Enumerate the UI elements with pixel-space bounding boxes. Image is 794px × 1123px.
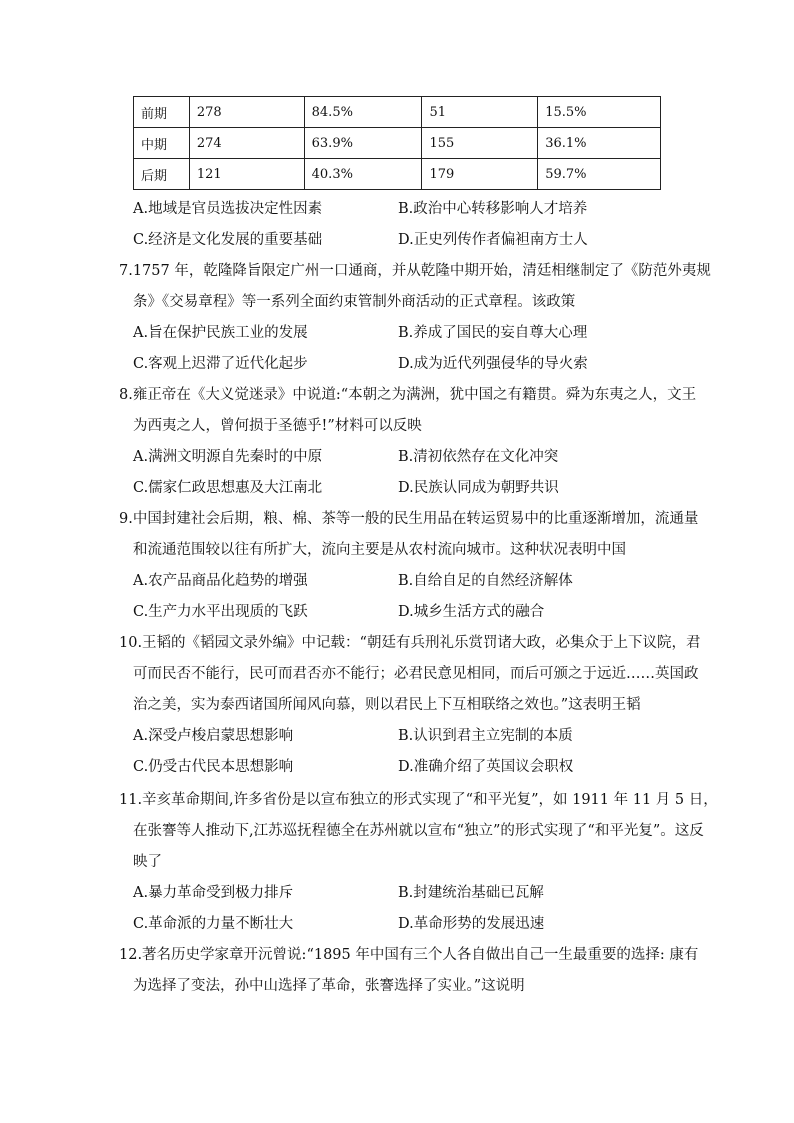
q9-option-c: C.生产力水平出现质的飞跃 [133, 604, 308, 620]
table-row [134, 97, 661, 128]
q6-option-c: C.经济是文化发展的重要基础 [133, 232, 323, 248]
q7-option-c: C.客观上迟滞了近代化起步 [133, 356, 308, 372]
q8-stem-line-2: 为西夷之人，曾何损于圣德乎!”材料可以反映 [133, 418, 422, 434]
q7-option-a: A.旨在保护民族工业的发展 [133, 325, 308, 341]
q11-option-c: C.革命派的力量不断壮大 [133, 916, 294, 932]
q8-option-c: C.儒家仁政思想惠及大江南北 [133, 480, 323, 496]
q9-option-d: D.城乡生活方式的融合 [398, 604, 545, 620]
q11-stem-line-2: 在张謇等人推动下,江苏巡抚程德全在苏州就以宣布“独立”的形式实现了“和平光复”。这反 [133, 823, 704, 839]
q9-stem-line-2: 和流通范围较以往有所扩大，流向主要是从农村流向城市。这种状况表明中国 [133, 542, 626, 558]
table-row [134, 128, 661, 159]
q11-option-b: B.封建统治基础已瓦解 [398, 885, 544, 901]
table-cell: 36.1% [538, 128, 661, 159]
table-cell: 179 [422, 159, 538, 190]
table-cell: 274 [189, 128, 304, 159]
q11-option-a: A.暴力革命受到极力排斥 [133, 885, 294, 901]
q10-stem-line-3: 治之美，实为泰西诸国所闻风向慕，则以君民上下互相联络之效也。”这表明王韬 [133, 697, 641, 713]
q12-stem-line-2: 为选择了变法，孙中山选择了革命，张謇选择了实业。”这说明 [133, 978, 525, 994]
table-cell: 59.7% [538, 159, 661, 190]
table-cell: 155 [422, 128, 538, 159]
table-cell: 84.5% [304, 97, 422, 128]
q10-option-a: A.深受卢梭启蒙思想影响 [133, 728, 294, 744]
q11-stem-line-3: 映了 [133, 854, 162, 870]
table-cell: 后期 [134, 159, 190, 190]
q11-stem-line-1: 11.辛亥革命期间,许多省份是以宣布独立的形式实现了“和平光复”，如 1911 年 11 月 5 日， [119, 792, 718, 808]
q7-stem-line-1: 7.1757 年，乾隆降旨限定广州一口通商，并从乾隆中期开始，清廷相继制定了《防范外夷规 [119, 263, 711, 279]
q9-stem-line-1: 9.中国封建社会后期，粮、棉、茶等一般的民生用品在转运贸易中的比重逐渐增加，流通量 [119, 511, 699, 527]
q8-option-d: D.民族认同成为朝野共识 [398, 480, 559, 496]
q10-option-b: B.认识到君主立宪制的本质 [398, 728, 573, 744]
table-cell: 63.9% [304, 128, 422, 159]
q6-option-a: A.地域是官员选拔决定性因素 [133, 201, 323, 217]
q9-option-b: B.自给自足的自然经济解体 [398, 573, 573, 589]
q11-option-d: D.革命形势的发展迅速 [398, 916, 545, 932]
table-cell: 278 [189, 97, 304, 128]
q10-stem-line-2: 可而民否不能行，民可而君否亦不能行；必君民意见相同，而后可颁之于远近……英国政 [133, 666, 699, 682]
q12-stem-line-1: 12.著名历史学家章开沅曾说:“1895 年中国有三个人各自做出自己一生最重要的选择: 康有 [119, 947, 699, 963]
q8-option-b: B.清初依然存在文化冲突 [398, 449, 559, 465]
q10-stem-line-1: 10.王韬的《韬园文录外编》中记载：“朝廷有兵刑礼乐赏罚诸大政，必集众于上下议院，君 [119, 635, 701, 651]
q7-stem-line-2: 条》《交易章程》等一系列全面约束管制外商活动的正式章程。该政策 [133, 294, 576, 310]
q8-stem-line-1: 8.雍正帝在《大义觉迷录》中说道:“本朝之为满洲，犹中国之有籍贯。舜为东夷之人，文王 [119, 387, 697, 403]
table-cell: 121 [189, 159, 304, 190]
table-cell: 51 [422, 97, 538, 128]
table-row [134, 159, 661, 190]
table-cell: 前期 [134, 97, 190, 128]
q7-option-b: B.养成了国民的妄自尊大心理 [398, 325, 588, 341]
table-cell: 中期 [134, 128, 190, 159]
q9-option-a: A.农产品商品化趋势的增强 [133, 573, 308, 589]
q10-option-d: D.准确介绍了英国议会职权 [398, 759, 574, 775]
stats-table [133, 96, 661, 190]
q7-option-d: D.成为近代列强侵华的导火索 [398, 356, 588, 372]
q10-option-c: C.仍受古代民本思想影响 [133, 759, 294, 775]
table-cell: 15.5% [538, 97, 661, 128]
table-cell: 40.3% [304, 159, 422, 190]
q6-option-d: D.正史列传作者偏袒南方士人 [398, 232, 588, 248]
q8-option-a: A.满洲文明源自先秦时的中原 [133, 449, 323, 465]
q6-option-b: B.政治中心转移影响人才培养 [398, 201, 588, 217]
